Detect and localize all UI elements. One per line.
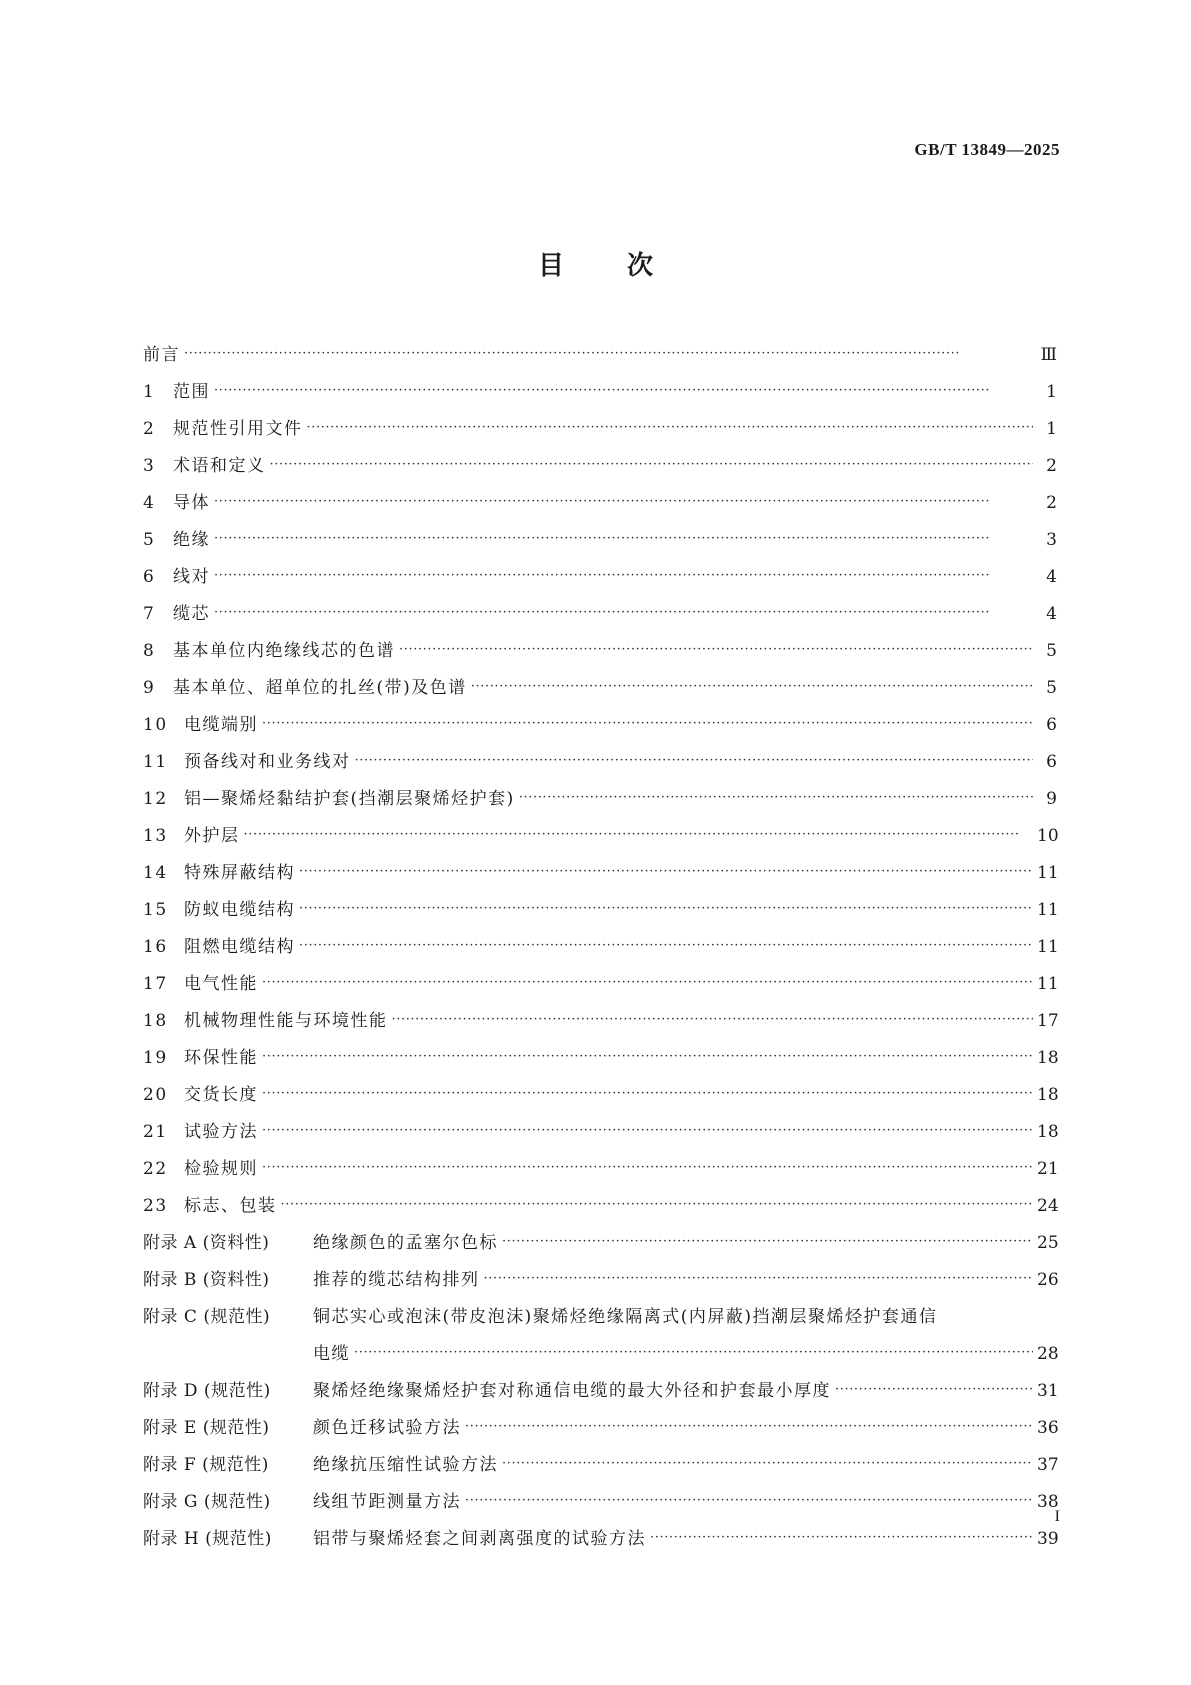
- toc-entry-number: 8: [143, 641, 156, 661]
- toc-entry[interactable]: [143, 710, 1057, 747]
- toc-entry-page: 18: [1037, 1122, 1059, 1142]
- dot-leader: [184, 346, 1033, 361]
- appendix-label: 附录 B (资料性): [143, 1270, 270, 1290]
- toc-entry-page: 6: [1046, 715, 1057, 735]
- toc-entry-page: Ⅲ: [1040, 345, 1057, 365]
- dot-leader: [502, 1456, 1033, 1471]
- toc-entry-title: 特殊屏蔽结构: [184, 863, 295, 883]
- dot-leader: [835, 1382, 1033, 1397]
- toc-entry[interactable]: [143, 1080, 1057, 1117]
- appendix-line-1: [143, 1302, 1057, 1339]
- toc-entry-title: 阻燃电缆结构: [184, 937, 295, 957]
- toc-entry-page: 31: [1037, 1381, 1059, 1401]
- toc-entry[interactable]: [143, 636, 1057, 673]
- toc-entry-title: 电缆端别: [184, 715, 258, 735]
- dot-leader: [299, 901, 1033, 916]
- toc-entry-title: 外护层: [184, 826, 240, 846]
- toc-entry-title: 前言: [143, 345, 180, 365]
- toc-entry-number: 17: [143, 974, 168, 994]
- toc-entry-number: 18: [143, 1011, 168, 1031]
- toc-entry[interactable]: [143, 747, 1057, 784]
- toc-entry-title: 范围: [173, 382, 210, 402]
- page-number: I: [1054, 1508, 1060, 1525]
- toc-entry[interactable]: [143, 1006, 1057, 1043]
- toc-entry-page: 26: [1037, 1270, 1059, 1290]
- toc-entry[interactable]: [143, 562, 1057, 599]
- toc-entry-number: 19: [143, 1048, 168, 1068]
- toc-entry[interactable]: [143, 525, 1057, 562]
- page-title: 目 次: [537, 251, 654, 281]
- toc-entry-title: 线组节距测量方法: [313, 1492, 461, 1512]
- dot-leader: [471, 679, 1033, 694]
- dot-leader: [281, 1197, 1034, 1212]
- toc-entry-number: 15: [143, 900, 168, 920]
- toc-appendix-entry[interactable]: [143, 1265, 1057, 1302]
- toc-entry[interactable]: [143, 969, 1057, 1006]
- appendix-label: 附录 D (规范性): [143, 1381, 271, 1401]
- toc-entry-title: 标志、包装: [184, 1196, 277, 1216]
- dot-leader: [399, 642, 1033, 657]
- toc-entry-number: 6: [143, 567, 156, 587]
- toc-entry-number: 1: [143, 382, 156, 402]
- toc-entry-title: 规范性引用文件: [173, 419, 303, 439]
- dot-leader: [262, 975, 1033, 990]
- toc-entry[interactable]: [143, 414, 1057, 451]
- toc-entry-number: 21: [143, 1122, 168, 1142]
- toc-entry[interactable]: [143, 821, 1057, 858]
- toc-entry-page: 39: [1037, 1529, 1059, 1549]
- dot-leader: [262, 1123, 1033, 1138]
- dot-leader: [262, 1160, 1033, 1175]
- dot-leader: [214, 531, 1033, 546]
- toc-entry-number: 20: [143, 1085, 168, 1105]
- dot-leader: [484, 1271, 1034, 1286]
- toc-entry-page: 24: [1037, 1196, 1059, 1216]
- toc-entry[interactable]: [143, 932, 1057, 969]
- toc-entry[interactable]: [143, 377, 1057, 414]
- table-of-contents: [143, 340, 1057, 1561]
- dot-leader: [262, 716, 1033, 731]
- toc-entry-page: 11: [1037, 863, 1059, 883]
- toc-entry-page: 2: [1046, 456, 1057, 476]
- dot-leader: [465, 1493, 1033, 1508]
- dot-leader: [299, 864, 1033, 879]
- toc-entry-page: 1: [1046, 382, 1057, 402]
- appendix-label: 附录 A (资料性): [143, 1233, 270, 1253]
- toc-entry-title: 聚烯烃绝缘聚烯烃护套对称通信电缆的最大外径和护套最小厚度: [313, 1381, 831, 1401]
- toc-appendix-entry[interactable]: [143, 1376, 1057, 1413]
- toc-entry-page: 11: [1037, 900, 1059, 920]
- dot-leader: [502, 1234, 1033, 1249]
- dot-leader: [465, 1419, 1033, 1434]
- toc-entry-number: 14: [143, 863, 168, 883]
- dot-leader: [392, 1012, 1034, 1027]
- toc-entry-title: 预备线对和业务线对: [184, 752, 351, 772]
- toc-entry-page: 5: [1046, 678, 1057, 698]
- toc-entry-page: 25: [1037, 1233, 1059, 1253]
- dot-leader: [262, 1086, 1033, 1101]
- toc-entry-title: 铜芯实心或泡沫(带皮泡沫)聚烯烃绝缘隔离式(内屏蔽)挡潮层聚烯烃护套通信: [313, 1307, 938, 1327]
- toc-appendix-entry[interactable]: [143, 1450, 1057, 1487]
- toc-entry[interactable]: [143, 673, 1057, 710]
- toc-entry[interactable]: [143, 451, 1057, 488]
- toc-entry[interactable]: [143, 784, 1057, 821]
- toc-entry-title: 术语和定义: [173, 456, 266, 476]
- dot-leader: [355, 753, 1034, 768]
- toc-appendix-entry[interactable]: [143, 1228, 1057, 1265]
- toc-entry-title: 绝缘抗压缩性试验方法: [313, 1455, 498, 1475]
- dot-leader: [214, 383, 1033, 398]
- toc-entry-page: 21: [1037, 1159, 1059, 1179]
- toc-entry-page: 17: [1037, 1011, 1059, 1031]
- toc-entry-number: 13: [143, 826, 168, 846]
- dot-leader: [262, 1049, 1033, 1064]
- toc-entry[interactable]: [143, 895, 1057, 932]
- toc-entry-title: 缆芯: [173, 604, 210, 624]
- toc-appendix-entry[interactable]: [143, 1413, 1057, 1450]
- toc-entry-title: 交货长度: [184, 1085, 258, 1105]
- toc-entry-title: 机械物理性能与环境性能: [184, 1011, 388, 1031]
- standard-code: GB/T 13849—2025: [914, 140, 1060, 159]
- toc-entry[interactable]: [143, 1043, 1057, 1080]
- toc-entry-page: 10: [1037, 826, 1059, 846]
- toc-appendix-entry[interactable]: [143, 1302, 1057, 1376]
- toc-entry-title: 线对: [173, 567, 210, 587]
- toc-entry-page: 6: [1046, 752, 1057, 772]
- toc-entry-page: 3: [1046, 530, 1057, 550]
- toc-entry-number: 4: [143, 493, 156, 513]
- toc-entry-page: 37: [1037, 1455, 1059, 1475]
- toc-entry[interactable]: [143, 858, 1057, 895]
- toc-entry-title: 电气性能: [184, 974, 258, 994]
- toc-entry-page: 28: [1037, 1344, 1059, 1364]
- toc-entry-page: 11: [1037, 937, 1059, 957]
- toc-entry-number: 9: [143, 678, 156, 698]
- dot-leader: [214, 605, 1033, 620]
- appendix-label: 附录 E (规范性): [143, 1418, 270, 1438]
- toc-appendix-entry[interactable]: [143, 1487, 1057, 1524]
- toc-entry[interactable]: [143, 599, 1057, 636]
- toc-entry-page: 9: [1046, 789, 1057, 809]
- dot-leader: [299, 938, 1033, 953]
- appendix-label: 附录 C (规范性): [143, 1307, 271, 1327]
- dot-leader: [244, 827, 1034, 842]
- dot-leader: [214, 568, 1033, 583]
- toc-entry-foreword[interactable]: [143, 340, 1057, 377]
- toc-entry-page: 11: [1037, 974, 1059, 994]
- toc-entry-page: 2: [1046, 493, 1057, 513]
- toc-entry-title: 基本单位、超单位的扎丝(带)及色谱: [173, 678, 467, 698]
- toc-entry-number: 11: [143, 752, 168, 772]
- toc-entry-title: 基本单位内绝缘线芯的色谱: [173, 641, 395, 661]
- toc-entry-page: 38: [1037, 1492, 1059, 1512]
- dot-leader: [214, 494, 1033, 509]
- toc-entry[interactable]: [143, 488, 1057, 525]
- toc-entry-title: 导体: [173, 493, 210, 513]
- appendix-label: 附录 G (规范性): [143, 1492, 271, 1512]
- toc-entry-title: 绝缘颜色的孟塞尔色标: [313, 1233, 498, 1253]
- toc-entry-number: 23: [143, 1196, 168, 1216]
- appendix-line-2: [143, 1339, 1057, 1376]
- dot-leader: [307, 420, 1034, 435]
- toc-entry-page: 1: [1046, 419, 1057, 439]
- toc-entry-page: 5: [1046, 641, 1057, 661]
- toc-entry-number: 2: [143, 419, 156, 439]
- toc-entry[interactable]: [143, 1191, 1057, 1228]
- toc-entry-number: 5: [143, 530, 156, 550]
- toc-appendix-entry[interactable]: [143, 1524, 1057, 1561]
- toc-entry-title: 铝带与聚烯烃套之间剥离强度的试验方法: [313, 1529, 646, 1549]
- toc-entry-title-continued: 电缆: [313, 1344, 350, 1364]
- toc-entry-title: 铝—聚烯烃黏结护套(挡潮层聚烯烃护套): [184, 789, 515, 809]
- toc-entry-title: 推荐的缆芯结构排列: [313, 1270, 480, 1290]
- toc-entry[interactable]: [143, 1154, 1057, 1191]
- dot-leader: [650, 1530, 1033, 1545]
- toc-entry-page: 18: [1037, 1085, 1059, 1105]
- toc-entry[interactable]: [143, 1117, 1057, 1154]
- toc-entry-title: 防蚁电缆结构: [184, 900, 295, 920]
- toc-entry-number: 12: [143, 789, 168, 809]
- toc-entry-title: 检验规则: [184, 1159, 258, 1179]
- toc-entry-page: 18: [1037, 1048, 1059, 1068]
- appendix-label: 附录 F (规范性): [143, 1455, 269, 1475]
- toc-entry-number: 22: [143, 1159, 168, 1179]
- toc-entry-title: 颜色迁移试验方法: [313, 1418, 461, 1438]
- toc-entry-page: 36: [1037, 1418, 1059, 1438]
- toc-entry-number: 16: [143, 937, 168, 957]
- toc-entry-number: 7: [143, 604, 156, 624]
- dot-leader: [354, 1345, 1033, 1360]
- toc-entry-title: 绝缘: [173, 530, 210, 550]
- appendix-label: 附录 H (规范性): [143, 1529, 272, 1549]
- toc-entry-page: 4: [1046, 567, 1057, 587]
- dot-leader: [270, 457, 1034, 472]
- toc-entry-number: 10: [143, 715, 168, 735]
- toc-entry-number: 3: [143, 456, 156, 476]
- toc-entry-title: 试验方法: [184, 1122, 258, 1142]
- dot-leader: [519, 790, 1033, 805]
- toc-entry-title: 环保性能: [184, 1048, 258, 1068]
- toc-entry-page: 4: [1046, 604, 1057, 624]
